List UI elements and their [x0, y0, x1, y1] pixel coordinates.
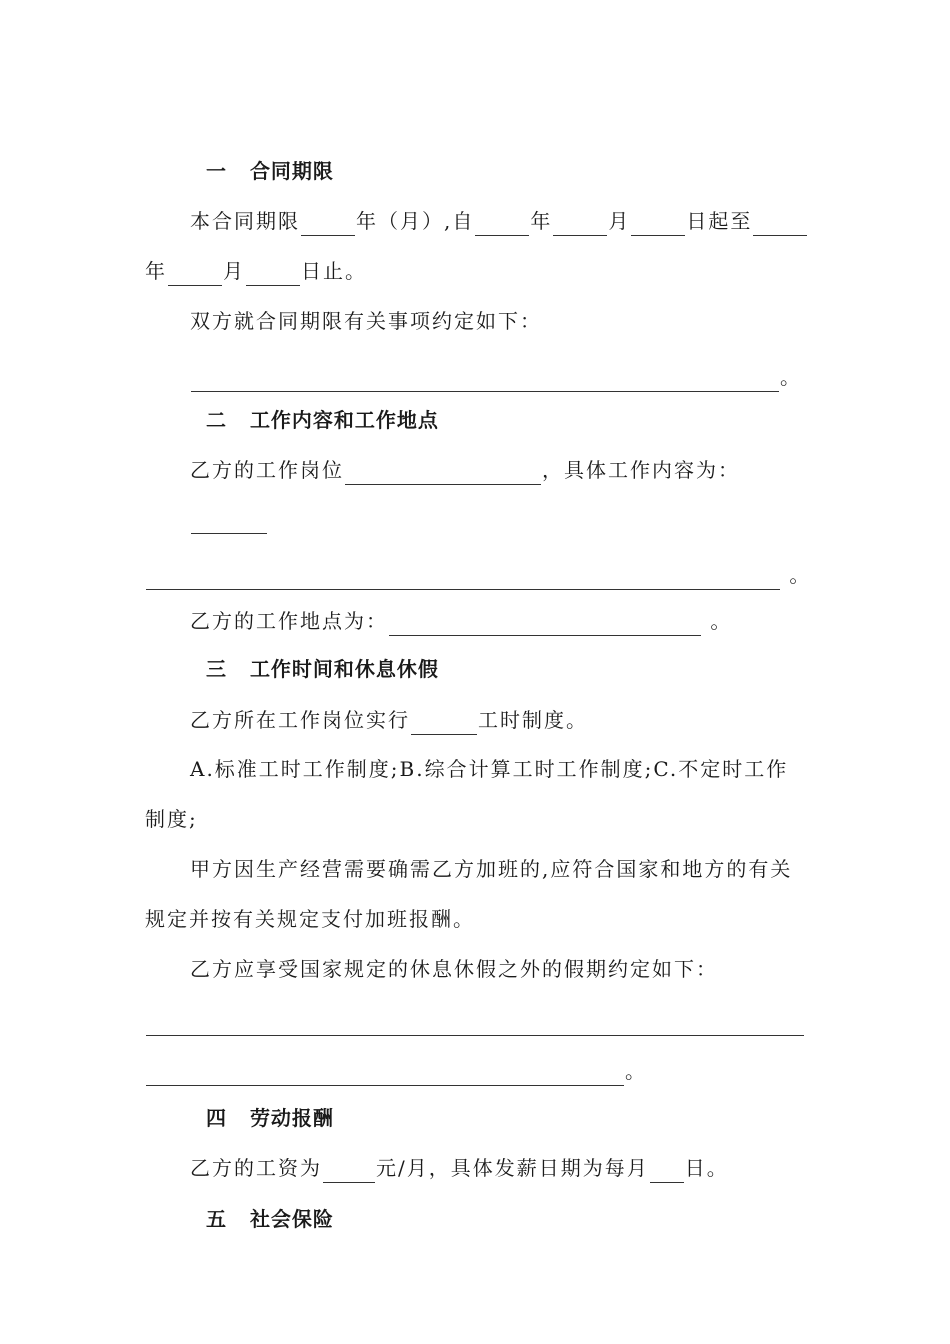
text: 乙方的工作地点为： [190, 609, 388, 633]
text: 本合同期限 [190, 209, 300, 233]
text: 乙方应享受国家规定的休息休假之外的假期约定如下： [190, 957, 718, 981]
text: 双方就合同期限有关事项约定如下： [190, 309, 542, 333]
text: 乙方所在工作岗位实行 [190, 708, 410, 732]
text: 月 [608, 209, 631, 233]
section-number: 三 [205, 657, 227, 681]
section-title: 社会保险 [249, 1207, 334, 1231]
fill-line [190, 474, 950, 534]
text: 制度; [145, 807, 198, 831]
text: 。 [789, 563, 812, 587]
text: ，具体工作内容为： [542, 458, 740, 482]
text: 日起至 [686, 209, 753, 233]
text: 元/月，具体发薪日期为每月 [376, 1156, 649, 1180]
text: 年 [145, 259, 167, 283]
text: 乙方的工资为 [190, 1156, 322, 1180]
text: 甲方因生产经营需要确需乙方加班的,应符合国家和地方的有关 [190, 857, 793, 881]
text: 日止。 [301, 259, 367, 283]
text: A.标准工时工作制度;B.综合计算工时工作制度;C.不定时工作 [190, 757, 789, 781]
text: 乙方的工作岗位 [190, 458, 344, 482]
section-title: 劳动报酬 [249, 1106, 334, 1130]
text: 。 [780, 365, 802, 389]
section-title: 工作时间和休息休假 [249, 657, 439, 681]
paragraph-agreement [190, 276, 950, 336]
text: 年 [530, 209, 553, 233]
section-number: 五 [205, 1207, 227, 1231]
text: 月 [223, 259, 245, 283]
section-number: 四 [205, 1106, 227, 1130]
section-title: 合同期限 [249, 159, 334, 183]
section-heading-5 [190, 1174, 950, 1234]
text: 。 [625, 1059, 647, 1083]
text: 年（月）,自 [356, 209, 475, 233]
text: 规定并按有关规定支付加班报酬。 [145, 907, 475, 931]
text: 工时制度。 [478, 708, 588, 732]
text: 。 [710, 609, 733, 633]
paragraph-leave [190, 924, 950, 984]
section-number: 一 [205, 159, 227, 183]
text: 日。 [684, 1156, 729, 1180]
section-title: 工作内容和工作地点 [249, 408, 439, 432]
section-number: 二 [205, 408, 227, 432]
